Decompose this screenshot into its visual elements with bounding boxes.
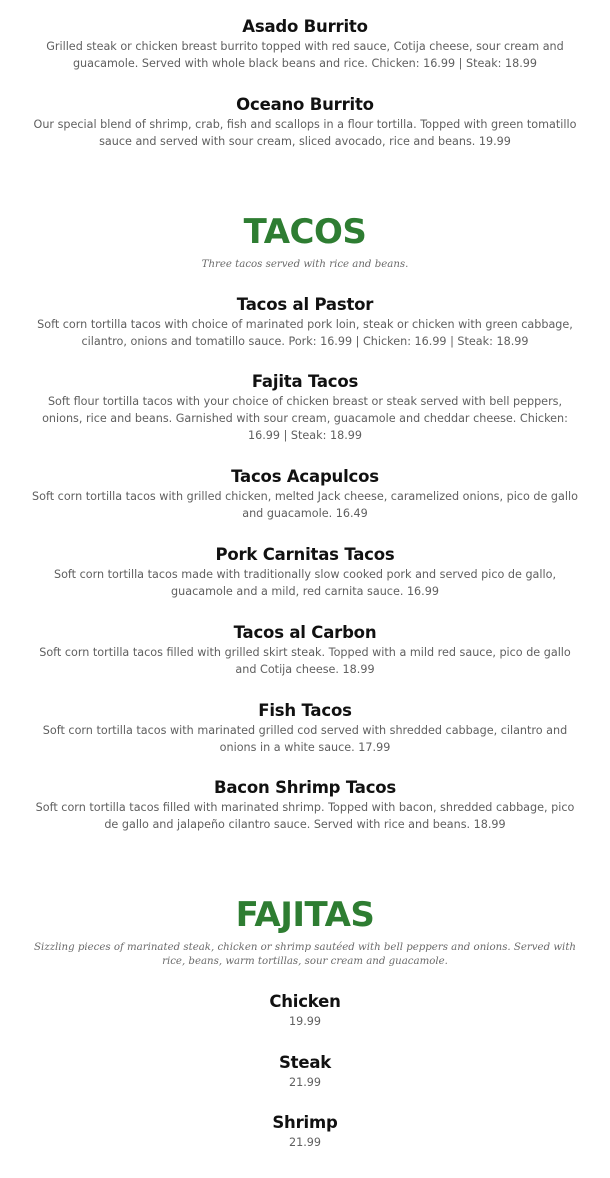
item-description: Our special blend of shrimp, crab, fish and scallops in a flour tortilla. Topped with green tomatillo sauce and served with sour cream, sliced avocado, rice and beans. 19.99: [33, 118, 577, 148]
item-description: Soft corn tortilla tacos with marinated grilled cod served with shredded cabbage, cilantro and onions in a white sauce. 17.99: [42, 724, 568, 754]
menu-item-tacos-al-pastor: [28, 294, 582, 350]
menu-item-bacon-shrimp-tacos: [28, 777, 582, 833]
section-title-fajitas: FAJITAS: [235, 895, 375, 935]
item-name: Fajita Tacos: [251, 372, 359, 391]
section-note-fajitas: Sizzling pieces of marinated steak, chicken or shrimp sautéed with bell peppers and onions. Served with rice, beans, warm tortillas, sour cream and guacamole.: [34, 942, 576, 967]
menu-item-fish-tacos: [28, 700, 582, 756]
item-name: Steak: [278, 1053, 332, 1072]
item-name: Tacos Acapulcos: [231, 467, 379, 486]
item-name: Tacos al Pastor: [236, 295, 374, 314]
item-name: Tacos al Carbon: [233, 623, 377, 642]
item-price: 19.99: [288, 1015, 322, 1028]
item-name: Pork Carnitas Tacos: [215, 545, 395, 564]
section-title-tacos: TACOS: [243, 212, 367, 252]
item-description: Soft corn tortilla tacos with grilled chicken, melted Jack cheese, caramelized onions, pico de gallo and guacamole. 16.49: [32, 490, 578, 520]
item-description: Soft flour tortilla tacos with your choice of chicken breast or steak served with bell peppers, onions, rice and beans. Garnished with sour cream, guacamole and cheddar cheese. Chicken: 16.99 | Steak: 18.99: [42, 395, 568, 442]
item-description: Soft corn tortilla tacos filled with grilled skirt steak. Topped with a mild red sauce, pico de gallo and Cotija cheese. 18.99: [39, 646, 571, 676]
item-description: Soft corn tortilla tacos made with traditionally slow cooked pork and served pico de gallo, guacamole and a mild, red carnita sauce. 16.99: [53, 568, 557, 598]
menu-item-fajita-shrimp: [28, 1112, 582, 1151]
section-note-tacos: Three tacos served with rice and beans.: [201, 259, 409, 270]
item-price: 21.99: [288, 1076, 322, 1089]
item-description: Grilled steak or chicken breast burrito topped with red sauce, Cotija cheese, sour cream and guacamole. Served with whole black beans and rice. Chicken: 16.99 | Steak: 18.99: [46, 40, 564, 70]
item-name: Shrimp: [272, 1113, 338, 1132]
menu-item-pork-carnitas-tacos: [28, 544, 582, 600]
item-name: Fish Tacos: [258, 701, 352, 720]
menu-item-tacos-acapulcos: [28, 466, 582, 522]
menu-item-oceano-burrito: [28, 94, 582, 150]
menu-item-fajita-steak: [28, 1052, 582, 1091]
menu-item-asado-burrito: [28, 16, 582, 72]
item-name: Chicken: [269, 992, 341, 1011]
item-price: 21.99: [288, 1136, 322, 1149]
item-name: Bacon Shrimp Tacos: [213, 778, 397, 797]
item-name: Asado Burrito: [242, 17, 368, 36]
menu-item-fajita-chicken: [28, 991, 582, 1030]
item-name: Oceano Burrito: [236, 95, 374, 114]
menu-item-tacos-al-carbon: [28, 622, 582, 678]
item-description: Soft corn tortilla tacos with choice of marinated pork loin, steak or chicken with green cabbage, cilantro, onions and tomatillo sauce. Pork: 16.99 | Chicken: 16.99 | Steak: 18.99: [37, 318, 573, 348]
menu-item-fajita-tacos: [28, 371, 582, 444]
item-description: Soft corn tortilla tacos filled with marinated shrimp. Topped with bacon, shredded cabbage, pico de gallo and jalapeño cilantro sauce. Served with rice and beans. 18.99: [35, 801, 575, 831]
